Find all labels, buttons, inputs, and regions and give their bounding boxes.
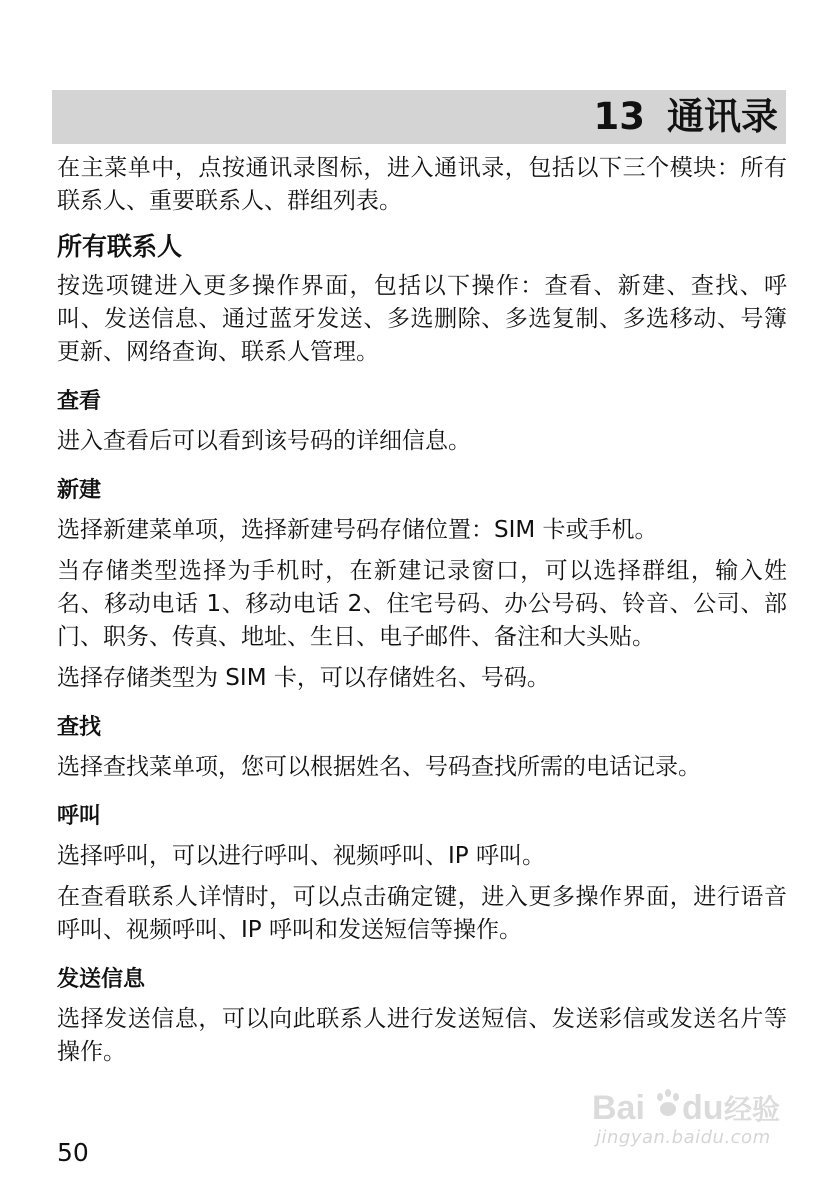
svg-text:du: du <box>682 1089 724 1127</box>
page-number: 50 <box>57 1138 89 1167</box>
intro-paragraph: 在主菜单中，点按通讯录图标，进入通讯录，包括以下三个模块：所有联系人、重要联系人、群组列表。 <box>57 155 787 214</box>
view-paragraph: 进入查看后可以看到该号码的详细信息。 <box>57 428 471 454</box>
chapter-number: 13 <box>593 95 645 138</box>
page-content <box>57 152 787 1077</box>
svg-text:经验: 经验 <box>724 1093 781 1126</box>
watermark-url: jingyan.baidu.com <box>596 1127 771 1148</box>
create-paragraph-2: 当存储类型选择为手机时，在新建记录窗口，可以选择群组，输入姓名、移动电话 1、移动电话 2、住宅号码、办公号码、铃音、公司、部门、职务、传真、地址、生日、电子邮件、备注和大头贴。 <box>57 558 787 650</box>
subsection-title-send-message: 发送信息 <box>57 967 146 992</box>
baidu-jingyan-watermark <box>590 1083 790 1157</box>
svg-text:Bai: Bai <box>592 1089 645 1127</box>
subsection-title-find: 查找 <box>57 715 102 740</box>
chapter-header-bar <box>52 90 786 144</box>
create-paragraph-3: 选择存储类型为 SIM 卡，可以存储姓名、号码。 <box>57 665 550 691</box>
section-title-all-contacts: 所有联系人 <box>57 232 183 261</box>
find-paragraph: 选择查找菜单项，您可以根据姓名、号码查找所需的电话记录。 <box>57 754 701 780</box>
chapter-name: 通讯录 <box>667 95 778 138</box>
subsection-title-call: 呼叫 <box>57 804 102 829</box>
chapter-title <box>594 94 779 140</box>
call-paragraph-1: 选择呼叫，可以进行呼叫、视频呼叫、IP 呼叫。 <box>57 843 545 869</box>
baidu-paw-logo-icon <box>590 1083 790 1129</box>
all-contacts-description: 按选项键进入更多操作界面，包括以下操作：查看、新建、查找、呼叫、发送信息、通过蓝牙发送、多选删除、多选复制、多选移动、号簿更新、网络查询、联系人管理。 <box>57 273 787 365</box>
send-message-paragraph: 选择发送信息，可以向此联系人进行发送短信、发送彩信或发送名片等操作。 <box>57 1006 787 1065</box>
subsection-title-create: 新建 <box>57 478 102 503</box>
subsection-title-view: 查看 <box>57 389 102 414</box>
call-paragraph-2: 在查看联系人详情时，可以点击确定键，进入更多操作界面，进行语音呼叫、视频呼叫、IP 呼叫和发送短信等操作。 <box>57 884 787 943</box>
create-paragraph-1: 选择新建菜单项，选择新建号码存储位置：SIM 卡或手机。 <box>57 517 658 543</box>
